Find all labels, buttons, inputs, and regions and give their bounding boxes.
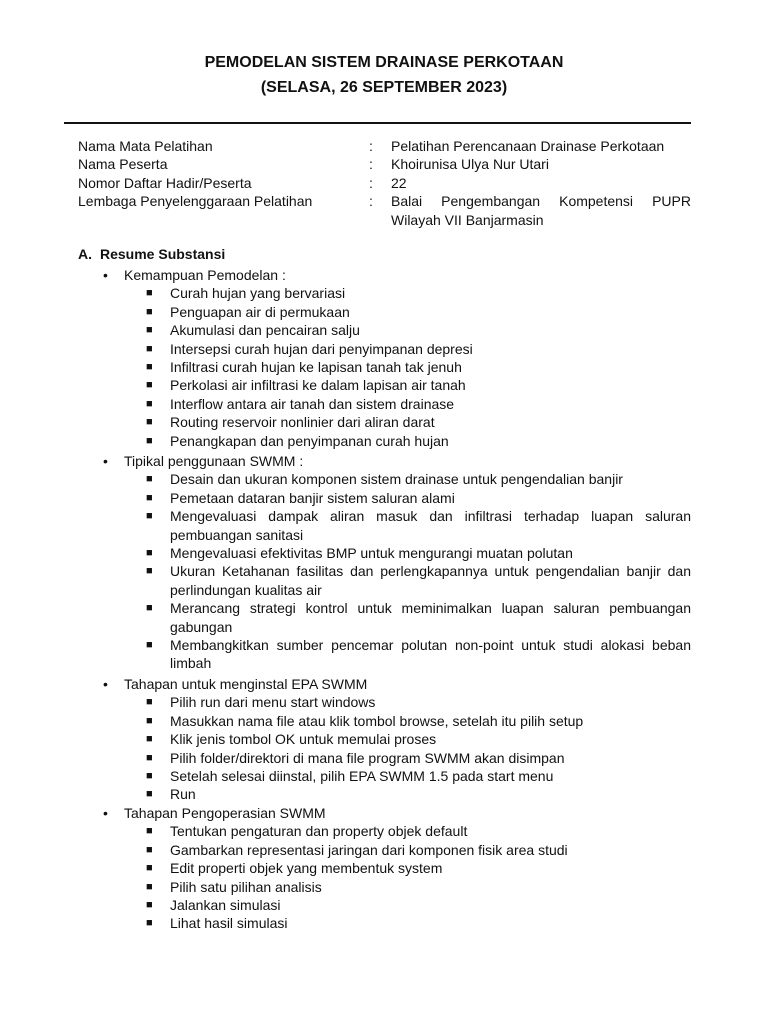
- info-label: Nama Peserta: [78, 156, 168, 173]
- list-item-text: Perkolasi air infiltrasi ke dalam lapisan air tanah: [170, 377, 466, 394]
- list-item: [0, 749, 768, 767]
- square-bullet-icon: ■: [146, 397, 153, 410]
- bullet-icon: •: [103, 267, 108, 283]
- list-item: [0, 413, 768, 431]
- square-bullet-icon: ■: [146, 770, 153, 783]
- list-item-text: Setelah selesai diinstal, pilih EPA SWMM 1.5 pada start menu: [170, 768, 554, 785]
- list-item-text: Pilih run dari menu start windows: [170, 694, 376, 711]
- info-colon: :: [369, 193, 373, 210]
- group-label: Tahapan untuk menginstal EPA SWMM: [124, 676, 368, 692]
- list-item-text: Ukuran Ketahanan fasilitas dan perlengkapannya untuk pengendalian banjir dan perlindungan kualitas air: [170, 563, 691, 598]
- group-label: Tahapan Pengoperasian SWMM: [124, 805, 326, 821]
- square-bullet-icon: ■: [146, 843, 153, 856]
- square-bullet-icon: ■: [146, 880, 153, 893]
- header-divider: [64, 122, 691, 124]
- list-item: [0, 544, 768, 562]
- bullet-icon: •: [103, 805, 108, 821]
- group-label: Tipikal penggunaan SWMM :: [124, 453, 304, 469]
- square-bullet-icon: ■: [146, 361, 153, 374]
- list-item: [0, 303, 768, 321]
- list-item-text: Infiltrasi curah hujan ke lapisan tanah tak jenuh: [170, 359, 462, 376]
- list-item-text: Curah hujan yang bervariasi: [170, 285, 346, 302]
- list-item: [0, 489, 768, 507]
- section-title: Resume Substansi: [100, 246, 226, 262]
- list-item-text: Run: [170, 786, 196, 803]
- square-bullet-icon: ■: [146, 287, 153, 300]
- list-item: [0, 376, 768, 394]
- list-item-text: Pilih folder/direktori di mana file program SWMM akan disimpan: [170, 749, 565, 766]
- list-item-text: Gambarkan representasi jaringan dari komponen fisik area studi: [170, 841, 568, 858]
- group-tipikal-penggunaan: [0, 452, 768, 673]
- square-bullet-icon: ■: [146, 379, 153, 392]
- list-item-text: Masukkan nama file atau klik tombol browse, setelah itu pilih setup: [170, 712, 584, 729]
- square-bullet-icon: ■: [146, 342, 153, 355]
- info-colon: :: [369, 174, 373, 191]
- square-bullet-icon: ■: [146, 899, 153, 912]
- section-letter: A.: [78, 246, 92, 262]
- info-colon: :: [369, 156, 373, 173]
- square-bullet-icon: ■: [146, 434, 153, 447]
- group-tahapan-pengoperasian: [0, 804, 768, 933]
- info-value: Khoirunisa Ulya Nur Utari: [391, 156, 549, 173]
- square-bullet-icon: ■: [146, 565, 153, 578]
- group-label: Kemampuan Pemodelan :: [124, 267, 286, 283]
- list-item-text: Desain dan ukuran komponen sistem drainase untuk pengendalian banjir: [170, 471, 623, 488]
- list-item: [0, 395, 768, 413]
- group-kemampuan-pemodelan: [0, 266, 768, 450]
- group-tahapan-instalasi: [0, 675, 768, 804]
- square-bullet-icon: ■: [146, 639, 153, 652]
- info-label: Lembaga Penyelenggaraan Pelatihan: [78, 193, 313, 210]
- square-bullet-icon: ■: [146, 305, 153, 318]
- info-value: Balai Pengembangan Kompetensi PUPR Wilayah VII Banjarmasin: [391, 193, 691, 228]
- group-heading: [0, 675, 768, 693]
- list-item-text: Klik jenis tombol OK untuk memulai proses: [170, 731, 437, 748]
- square-bullet-icon: ■: [146, 788, 153, 801]
- square-bullet-icon: ■: [146, 602, 153, 615]
- list-item: [0, 599, 768, 636]
- list-item: [0, 712, 768, 730]
- list-item-text: Jalankan simulasi: [170, 897, 281, 914]
- list-item-text: Mengevaluasi dampak aliran masuk dan infiltrasi terhadap luapan saluran pembuangan sanitasi: [170, 508, 691, 543]
- list-item-text: Mengevaluasi efektivitas BMP untuk mengurangi muatan polutan: [170, 545, 573, 562]
- list-item-text: Lihat hasil simulasi: [170, 915, 288, 932]
- list-item-text: Merancang strategi kontrol untuk meminimalkan luapan saluran pembuangan gabungan: [170, 600, 691, 635]
- list-item: [0, 730, 768, 748]
- square-bullet-icon: ■: [146, 917, 153, 930]
- square-bullet-icon: ■: [146, 825, 153, 838]
- square-bullet-icon: ■: [146, 733, 153, 746]
- document-title: PEMODELAN SISTEM DRAINASE PERKOTAAN: [204, 54, 564, 71]
- info-value: 22: [391, 174, 407, 191]
- list-item-text: Pemetaan dataran banjir sistem saluran alami: [170, 489, 455, 506]
- square-bullet-icon: ■: [146, 696, 153, 709]
- list-item: [0, 507, 768, 544]
- list-item: [0, 822, 768, 840]
- list-item-text: Edit properti objek yang membentuk system: [170, 860, 443, 877]
- square-bullet-icon: ■: [146, 491, 153, 504]
- info-colon: :: [369, 138, 373, 154]
- document-date: (SELASA, 26 SEPTEMBER 2023): [260, 79, 508, 96]
- square-bullet-icon: ■: [146, 416, 153, 429]
- list-item: [0, 470, 768, 488]
- list-item-text: Pilih satu pilihan analisis: [170, 878, 322, 895]
- square-bullet-icon: ■: [146, 510, 153, 523]
- square-bullet-icon: ■: [146, 547, 153, 560]
- list-item: [0, 841, 768, 859]
- list-item-text: Tentukan pengaturan dan property objek default: [170, 823, 468, 840]
- list-item: [0, 562, 768, 599]
- list-item: [0, 859, 768, 877]
- list-item: [0, 767, 768, 785]
- list-item: [0, 321, 768, 339]
- list-item: [0, 785, 768, 803]
- square-bullet-icon: ■: [146, 862, 153, 875]
- list-item: [0, 432, 768, 450]
- bullet-icon: •: [103, 676, 108, 692]
- square-bullet-icon: ■: [146, 714, 153, 727]
- list-item-text: Intersepsi curah hujan dari penyimpanan depresi: [170, 340, 473, 357]
- square-bullet-icon: ■: [146, 324, 153, 337]
- list-item-text: Membangkitkan sumber pencemar polutan non-point untuk studi alokasi beban limbah: [170, 637, 691, 672]
- list-item: [0, 358, 768, 376]
- list-item: [0, 878, 768, 896]
- group-heading: [0, 452, 768, 470]
- list-item-text: Penangkapan dan penyimpanan curah hujan: [170, 432, 449, 449]
- group-heading: [0, 266, 768, 284]
- list-item-text: Interflow antara air tanah dan sistem drainase: [170, 395, 455, 412]
- square-bullet-icon: ■: [146, 473, 153, 486]
- list-item-text: Penguapan air di permukaan: [170, 303, 350, 320]
- list-item: [0, 896, 768, 914]
- list-item: [0, 636, 768, 673]
- info-value: Pelatihan Perencanaan Drainase Perkotaan: [391, 138, 665, 154]
- list-item: [0, 340, 768, 358]
- list-item: [0, 284, 768, 302]
- list-item-text: Routing reservoir nonlinier dari aliran darat: [170, 414, 435, 431]
- group-heading: [0, 804, 768, 822]
- list-item-text: Akumulasi dan pencairan salju: [170, 322, 360, 339]
- list-item: [0, 914, 768, 932]
- info-label: Nama Mata Pelatihan: [78, 138, 213, 154]
- bullet-icon: •: [103, 453, 108, 469]
- square-bullet-icon: ■: [146, 751, 153, 764]
- info-label: Nomor Daftar Hadir/Peserta: [78, 174, 252, 191]
- list-item: [0, 693, 768, 711]
